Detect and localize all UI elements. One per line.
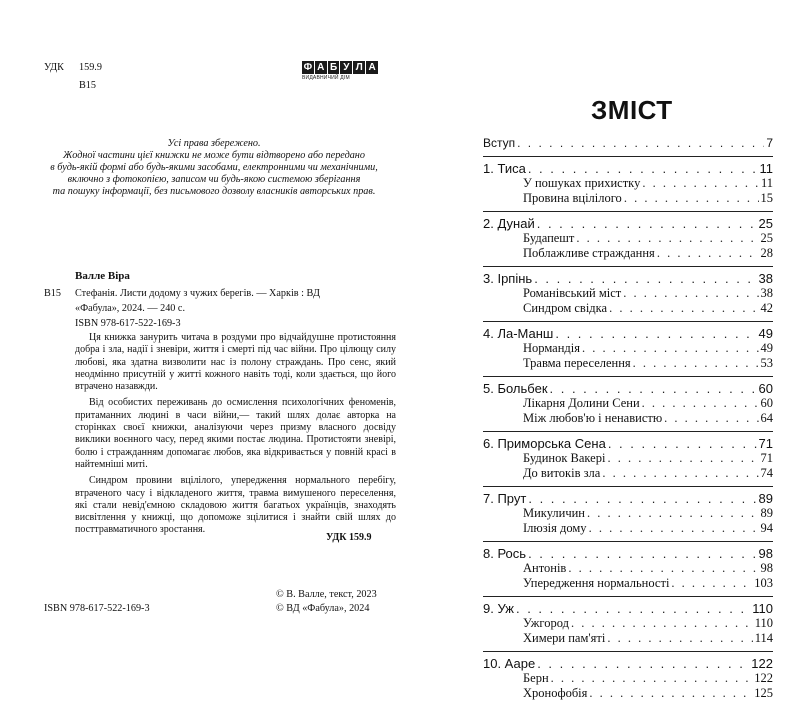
toc-chapter-page: 110 (752, 601, 773, 616)
dot-leader (589, 521, 759, 536)
divider (483, 376, 773, 377)
dot-leader (642, 176, 759, 191)
toc-subsection-page: 103 (754, 576, 773, 590)
toc-chapter-page: 89 (758, 491, 773, 506)
toc-subsection-label: Микуличин (523, 506, 585, 520)
toc-chapter-page: 60 (758, 381, 773, 396)
dot-leader (537, 216, 757, 231)
toc-title: ЗМІСТ (591, 95, 673, 125)
toc-subsection-page: 114 (754, 631, 773, 645)
toc-subsection-page: 28 (760, 246, 773, 260)
publisher-logo-letter: А (366, 61, 378, 74)
author-name: Валле Віра (75, 270, 130, 282)
copyright-author: © В. Валле, текст, 2023 (276, 589, 377, 600)
toc-chapter-label: 1. Тиса (483, 161, 526, 176)
toc-chapter-label: 10. Ааре (483, 656, 536, 671)
divider (483, 431, 773, 432)
dot-leader (602, 466, 758, 481)
toc-chapter-label: 3. Ірпінь (483, 271, 533, 286)
publisher-logo-letter: У (340, 61, 352, 74)
toc-subsection-label: Романівський міст (523, 286, 622, 300)
toc-subsection-label: Лікарня Долини Сени (523, 396, 640, 410)
toc-subsection-page: 89 (760, 506, 773, 520)
toc-intro-page: 7 (766, 136, 773, 150)
toc-chapter-page: 98 (758, 546, 773, 561)
toc-chapter[interactable] (483, 271, 773, 286)
toc-chapter-label: 7. Прут (483, 491, 527, 506)
dot-leader (576, 231, 758, 246)
toc-chapter-label: 4. Ла-Манш (483, 326, 554, 341)
toc-chapter-page: 38 (758, 271, 773, 286)
toc-subsection-page: 42 (760, 301, 773, 315)
toc-subsection-page: 25 (760, 231, 773, 245)
toc-subsection-page: 94 (760, 521, 773, 535)
publisher-logo (302, 61, 378, 81)
toc-subsection[interactable] (483, 176, 773, 191)
dot-leader (537, 656, 749, 671)
dot-leader (528, 161, 758, 176)
dot-leader (528, 491, 756, 506)
toc-subsection[interactable] (483, 466, 773, 481)
rights-notice (44, 138, 384, 198)
catalog-description (75, 288, 320, 330)
toc-subsection-page: 110 (754, 616, 773, 630)
dot-leader (609, 301, 758, 316)
toc-subsection-label: Упередження нормальності (523, 576, 670, 590)
toc-subsection-label: Нормандія (523, 341, 580, 355)
toc-subsection[interactable] (483, 191, 773, 206)
toc-chapter-page: 25 (758, 216, 773, 231)
toc-subsection-page: 64 (760, 411, 773, 425)
dot-leader (608, 436, 757, 451)
toc-chapter-label: 5. Больбек (483, 381, 548, 396)
copyright-publisher: © ВД «Фабула», 2024 (276, 603, 370, 614)
divider (483, 156, 773, 157)
udk-bottom: УДК 159.9 (326, 532, 372, 543)
toc-subsection[interactable] (483, 451, 773, 466)
toc-chapter-page: 122 (751, 656, 773, 671)
toc-subsection[interactable] (483, 506, 773, 521)
toc-chapter-label: 2. Дунай (483, 216, 535, 231)
toc-subsection-label: Синдром свідка (523, 301, 608, 315)
toc-subsection-page: 74 (760, 466, 773, 480)
publisher-logo-letter: Ф (303, 62, 313, 73)
divider (483, 486, 773, 487)
publisher-logo-letters (302, 61, 378, 74)
catalog-code: В15 (44, 288, 61, 299)
toc-chapter[interactable] (483, 326, 773, 341)
toc-chapter[interactable] (483, 491, 773, 506)
toc-subsection[interactable] (483, 396, 773, 411)
toc-subsection-page: 49 (760, 341, 773, 355)
toc-subsection-page: 122 (754, 671, 773, 685)
rights-line: Жодної частини цієї книжки не може бути відтворено або передано (63, 150, 365, 161)
annotation-paragraph: Ця книжка занурить читача в роздуми про відчайдушне протистояння добра і зла, надії і зневіри, життя і смерті під час війни. Про цілющу силу любові, яка здатна визволити нас із полону страждань. Про сенс, який неодмінно присутній у житті кожного навіть тоді, коли здається, що його втрачено назавжди. (75, 332, 396, 393)
catalog-line: Стефанія. Листи додому з чужих берегів. — Харків : ВД (75, 288, 320, 299)
dot-leader (582, 341, 759, 356)
dot-leader (587, 506, 759, 521)
toc-chapter-page: 11 (759, 161, 773, 176)
toc-subsection-label: Будапешт (523, 231, 575, 245)
toc-subsection-label: Провина вцілілого (523, 191, 622, 205)
rights-line: Усі права збережено. (167, 138, 261, 149)
toc-subsection-label: Поблажливе страждання (523, 246, 655, 260)
toc-chapter-page: 49 (758, 326, 773, 341)
divider (483, 321, 773, 322)
dot-leader (607, 451, 758, 466)
toc-chapter[interactable] (483, 381, 773, 396)
publisher-logo-letter: А (315, 61, 327, 74)
toc-subsection-page: 60 (760, 396, 773, 410)
bbk-code: В15 (79, 80, 96, 91)
toc-chapter-label: 8. Рось (483, 546, 527, 561)
dot-leader (607, 631, 752, 646)
toc-subsection-label: Ужгород (523, 616, 569, 630)
rights-line: включно з фотокопією, записом чи будь-якою системою зберігання (67, 174, 361, 185)
toc-chapter-label: 6. Приморська Сена (483, 436, 606, 451)
toc-subsection-page: 11 (760, 176, 773, 190)
catalog-line: «Фабула», 2024. — 240 с. (75, 303, 185, 314)
dot-leader (664, 411, 758, 426)
table-of-contents (483, 136, 773, 701)
toc-subsection-page: 15 (760, 191, 773, 205)
dot-leader (624, 191, 759, 206)
toc-subsection-label: У пошуках прихистку (523, 176, 641, 190)
catalog-isbn: ISBN 978-617-522-169-3 (75, 318, 181, 329)
dot-leader (551, 671, 753, 686)
toc-chapter[interactable] (483, 601, 773, 616)
divider (483, 266, 773, 267)
dot-leader (555, 326, 756, 341)
annotation-paragraph: Синдром провини вцілілого, упередження нормального перебігу, втраченого часу і відкладеного життя, травма вимушеного переселення, які стали невід'ємною складовою життя багатьох українців, знаходять висвітлення у книжці, що допоможе зцілитися і знайти свій шлях до посттравматичного зростання. (75, 475, 396, 536)
toc-chapter[interactable] (483, 546, 773, 561)
toc-subsection-label: Антонів (523, 561, 567, 575)
toc-subsection-label: Химери пам'яті (523, 631, 606, 645)
rights-line: та пошуку інформації, без письмового дозволу власників авторських прав. (52, 186, 376, 197)
toc-subsection[interactable] (483, 576, 773, 591)
toc-subsection-page: 125 (754, 686, 773, 700)
toc-intro-label: Вступ (483, 136, 516, 150)
toc-subsection-label: Ілюзія дому (523, 521, 587, 535)
toc-subsection[interactable] (483, 411, 773, 426)
toc-subsection[interactable] (483, 231, 773, 246)
toc-subsection-page: 71 (760, 451, 773, 465)
toc-subsection-label: Будинок Вакері (523, 451, 606, 465)
dot-leader (517, 136, 764, 150)
toc-subsection-label: Хронофобія (523, 686, 588, 700)
toc-subsection[interactable] (483, 286, 773, 301)
dot-leader (534, 271, 756, 286)
toc-subsection-label: До витоків зла (523, 466, 601, 480)
dot-leader (671, 576, 752, 591)
toc-chapter-page: 71 (758, 436, 773, 451)
udk-label: УДК (44, 62, 64, 73)
toc-chapter[interactable] (483, 161, 773, 176)
toc-subsection-page: 38 (760, 286, 773, 300)
toc-chapter[interactable] (483, 656, 773, 671)
toc-subsection[interactable] (483, 301, 773, 316)
divider (483, 211, 773, 212)
dot-leader (568, 561, 758, 576)
toc-subsection[interactable] (483, 521, 773, 536)
dot-leader (571, 616, 753, 631)
divider (483, 651, 773, 652)
toc-subsection[interactable] (483, 686, 773, 701)
dot-leader (623, 286, 758, 301)
toc-subsection[interactable] (483, 561, 773, 576)
toc-subsection[interactable] (483, 616, 773, 631)
annotation-paragraph: Від особистих переживань до осмислення психологічних феноменів, притаманних людині в часи війни,— такий шлях долає авторка на сторінках своєї книжки, аналізуючи через призму власного досвіду виклики воєнного часу, перед якими постає людина. Протистояти зневірі, болю і стражданням допомагає любов, яка відкривається у повній красі в найтемніші миті. (75, 397, 396, 470)
toc-chapter[interactable] (483, 436, 773, 451)
dot-leader (528, 546, 756, 561)
toc-subsection[interactable] (483, 356, 773, 371)
toc-subsection-label: Берн (523, 671, 549, 685)
toc-subsection[interactable] (483, 341, 773, 356)
divider (483, 596, 773, 597)
toc-chapter-label: 9. Уж (483, 601, 514, 616)
publisher-logo-letter: Б (328, 61, 340, 74)
toc-subsection[interactable] (483, 631, 773, 646)
rights-line: в будь-якій формі або будь-якими засобами, електронними чи механічними, (50, 162, 378, 173)
toc-subsection[interactable] (483, 671, 773, 686)
dot-leader (642, 396, 759, 411)
toc-subsection-page: 53 (760, 356, 773, 370)
annotation (75, 332, 396, 537)
toc-subsection-page: 98 (760, 561, 773, 575)
dot-leader (516, 601, 750, 616)
toc-subsection[interactable] (483, 246, 773, 261)
toc-subsection-label: Травма переселення (523, 356, 631, 370)
dot-leader (657, 246, 759, 261)
publisher-logo-letter: Л (353, 61, 365, 74)
divider (483, 541, 773, 542)
toc-chapter[interactable] (483, 216, 773, 231)
dot-leader (550, 381, 757, 396)
dot-leader (589, 686, 752, 701)
dot-leader (633, 356, 759, 371)
udk-code: 159.9 (79, 62, 102, 73)
toc-intro[interactable] (483, 136, 773, 151)
isbn-bottom: ISBN 978-617-522-169-3 (44, 603, 150, 614)
toc-subsection-label: Між любов'ю і ненавистю (523, 411, 663, 425)
publisher-logo-subtitle: ВИДАВНИЧИЙ ДІМ (302, 75, 350, 81)
